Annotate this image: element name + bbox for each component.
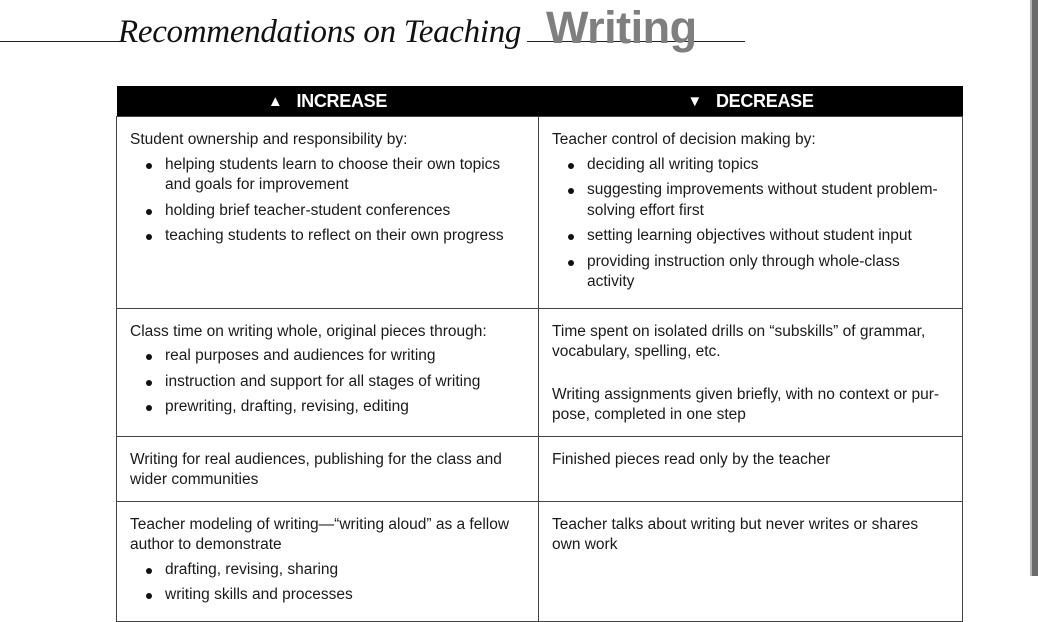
bullet-list bbox=[130, 560, 524, 606]
cell-intro: Writing for real audiences, publishing for the class and wider communities bbox=[130, 450, 502, 488]
bullet-list bbox=[130, 346, 524, 418]
decrease-cell bbox=[539, 308, 963, 436]
cell-intro: Student ownership and responsibility by: bbox=[130, 131, 408, 148]
decrease-cell bbox=[539, 501, 963, 621]
title-italic-part: Recommendations on Teaching bbox=[118, 14, 527, 51]
increase-cell bbox=[117, 501, 539, 621]
cell-intro: Finished pieces read only by the teacher bbox=[552, 450, 831, 468]
bullet-list bbox=[130, 155, 524, 247]
increase-header bbox=[117, 86, 539, 117]
list-item: real purposes and audiences for writing bbox=[152, 346, 524, 367]
increase-cell bbox=[117, 117, 539, 309]
decrease-cell bbox=[539, 117, 963, 309]
up-triangle-icon: ▲ bbox=[267, 92, 283, 110]
cell-intro: Teacher control of decision making by: bbox=[552, 131, 816, 148]
down-triangle-icon: ▼ bbox=[687, 92, 702, 110]
list-item: holding brief teacher-student conferences bbox=[152, 201, 524, 222]
table-row bbox=[117, 117, 963, 309]
increase-cell bbox=[117, 436, 539, 501]
recommendations-table bbox=[116, 86, 963, 622]
bullet-list bbox=[552, 155, 948, 293]
cell-intro: Teacher modeling of writing—“writing aloud” as a fellow author to demonstrate bbox=[130, 515, 510, 553]
list-item: suggesting improvements without student problem-solving effort first bbox=[574, 180, 948, 221]
table-row bbox=[117, 436, 963, 501]
list-item: setting learning objectives without student input bbox=[574, 226, 948, 247]
cell-intro: Time spent on isolated drills on “subskills” of grammar, vocabulary, spelling, etc. bbox=[552, 322, 926, 360]
list-item: drafting, revising, sharing bbox=[152, 560, 524, 581]
cell-extra: Writing assignments given briefly, with no context or pur-pose, completed in one step bbox=[552, 385, 940, 423]
table-row bbox=[117, 308, 963, 436]
list-item: providing instruction only through whole-class activity bbox=[574, 252, 948, 293]
increase-label: INCREASE bbox=[296, 90, 388, 111]
list-item: writing skills and processes bbox=[152, 585, 524, 606]
list-item: prewriting, drafting, revising, editing bbox=[152, 397, 524, 418]
table-row bbox=[117, 501, 963, 621]
cell-intro: Teacher talks about writing but never writes or shares own work bbox=[552, 515, 919, 553]
decrease-label: DECREASE bbox=[715, 90, 814, 111]
list-item: helping students learn to choose their own topics and goals for improvement bbox=[152, 155, 524, 196]
table-header-row bbox=[117, 86, 963, 117]
page-edge-shadow bbox=[1032, 0, 1038, 576]
list-item: deciding all writing topics bbox=[574, 155, 948, 176]
list-item: instruction and support for all stages of writing bbox=[152, 372, 524, 393]
title-bold-part: Writing bbox=[546, 2, 697, 53]
increase-cell bbox=[117, 308, 539, 436]
cell-intro: Class time on writing whole, original pieces through: bbox=[130, 322, 487, 340]
page-title bbox=[0, 0, 760, 60]
list-item: teaching students to reflect on their own progress bbox=[152, 226, 524, 247]
decrease-cell bbox=[539, 436, 963, 501]
decrease-header bbox=[539, 86, 963, 117]
